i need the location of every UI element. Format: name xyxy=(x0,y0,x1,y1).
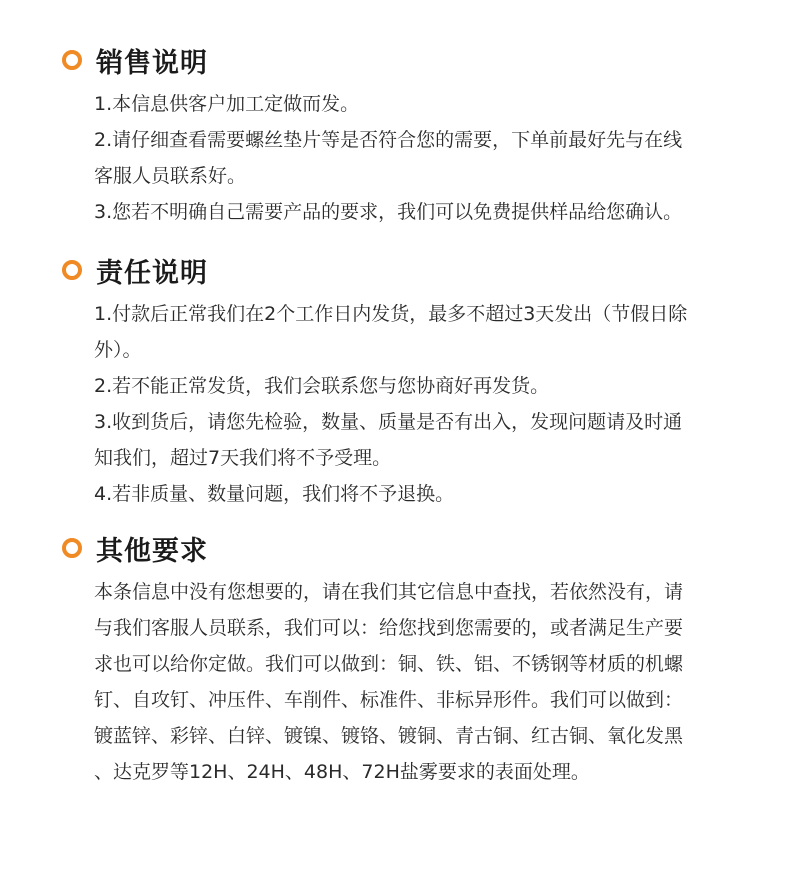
paragraph xyxy=(94,368,754,404)
section-title: 责任说明 xyxy=(96,257,208,289)
text-line: 钉、自攻钉、冲压件、车削件、标准件、非标异形件。我们可以做到： xyxy=(94,689,684,711)
text-line: 知我们，超过7天我们将不予受理。 xyxy=(94,447,392,469)
text-line: 1.付款后正常我们在2个工作日内发货，最多不超过3天发出（节假日除 xyxy=(94,303,688,325)
text-line: 镀蓝锌、彩锌、白锌、镀镍、镀铬、镀铜、青古铜、红古铜、氧化发黑 xyxy=(94,725,684,747)
section-body xyxy=(94,296,754,512)
text-line: 3.收到货后，请您先检验，数量、质量是否有出入，发现问题请及时通 xyxy=(94,411,683,433)
paragraph xyxy=(94,122,754,194)
circle-bullet-icon xyxy=(62,538,82,558)
circle-bullet-icon xyxy=(62,260,82,280)
text-line: 3.您若不明确自己需要产品的要求，我们可以免费提供样品给您确认。 xyxy=(94,201,683,223)
section-title: 销售说明 xyxy=(96,47,208,79)
section-heading xyxy=(62,250,208,290)
text-line: 、达克罗等12H、24H、48H、72H盐雾要求的表面处理。 xyxy=(94,761,590,783)
paragraph xyxy=(94,296,754,368)
paragraph xyxy=(94,194,754,230)
text-line: 1.本信息供客户加工定做而发。 xyxy=(94,93,360,115)
circle-bullet-icon xyxy=(62,50,82,70)
paragraph xyxy=(94,574,754,790)
text-line: 2.请仔细查看需要螺丝垫片等是否符合您的需要，下单前最好先与在线 xyxy=(94,129,683,151)
section-body xyxy=(94,86,754,230)
text-line: 求也可以给你定做。我们可以做到：铜、铁、铝、不锈钢等材质的机螺 xyxy=(94,653,684,675)
text-line: 外）。 xyxy=(94,339,142,361)
text-line: 2.若不能正常发货，我们会联系您与您协商好再发货。 xyxy=(94,375,550,397)
text-line: 客服人员联系好。 xyxy=(94,165,247,187)
paragraph xyxy=(94,476,754,512)
section-title: 其他要求 xyxy=(96,535,208,567)
text-line: 4.若非质量、数量问题，我们将不予退换。 xyxy=(94,483,455,505)
section-body xyxy=(94,574,754,790)
text-line: 与我们客服人员联系，我们可以：给您找到您需要的，或者满足生产要 xyxy=(94,617,684,639)
section-heading xyxy=(62,528,208,568)
text-line: 本条信息中没有您想要的，请在我们其它信息中查找，若依然没有，请 xyxy=(94,581,684,603)
section-heading xyxy=(62,40,208,80)
paragraph xyxy=(94,86,754,122)
paragraph xyxy=(94,404,754,476)
